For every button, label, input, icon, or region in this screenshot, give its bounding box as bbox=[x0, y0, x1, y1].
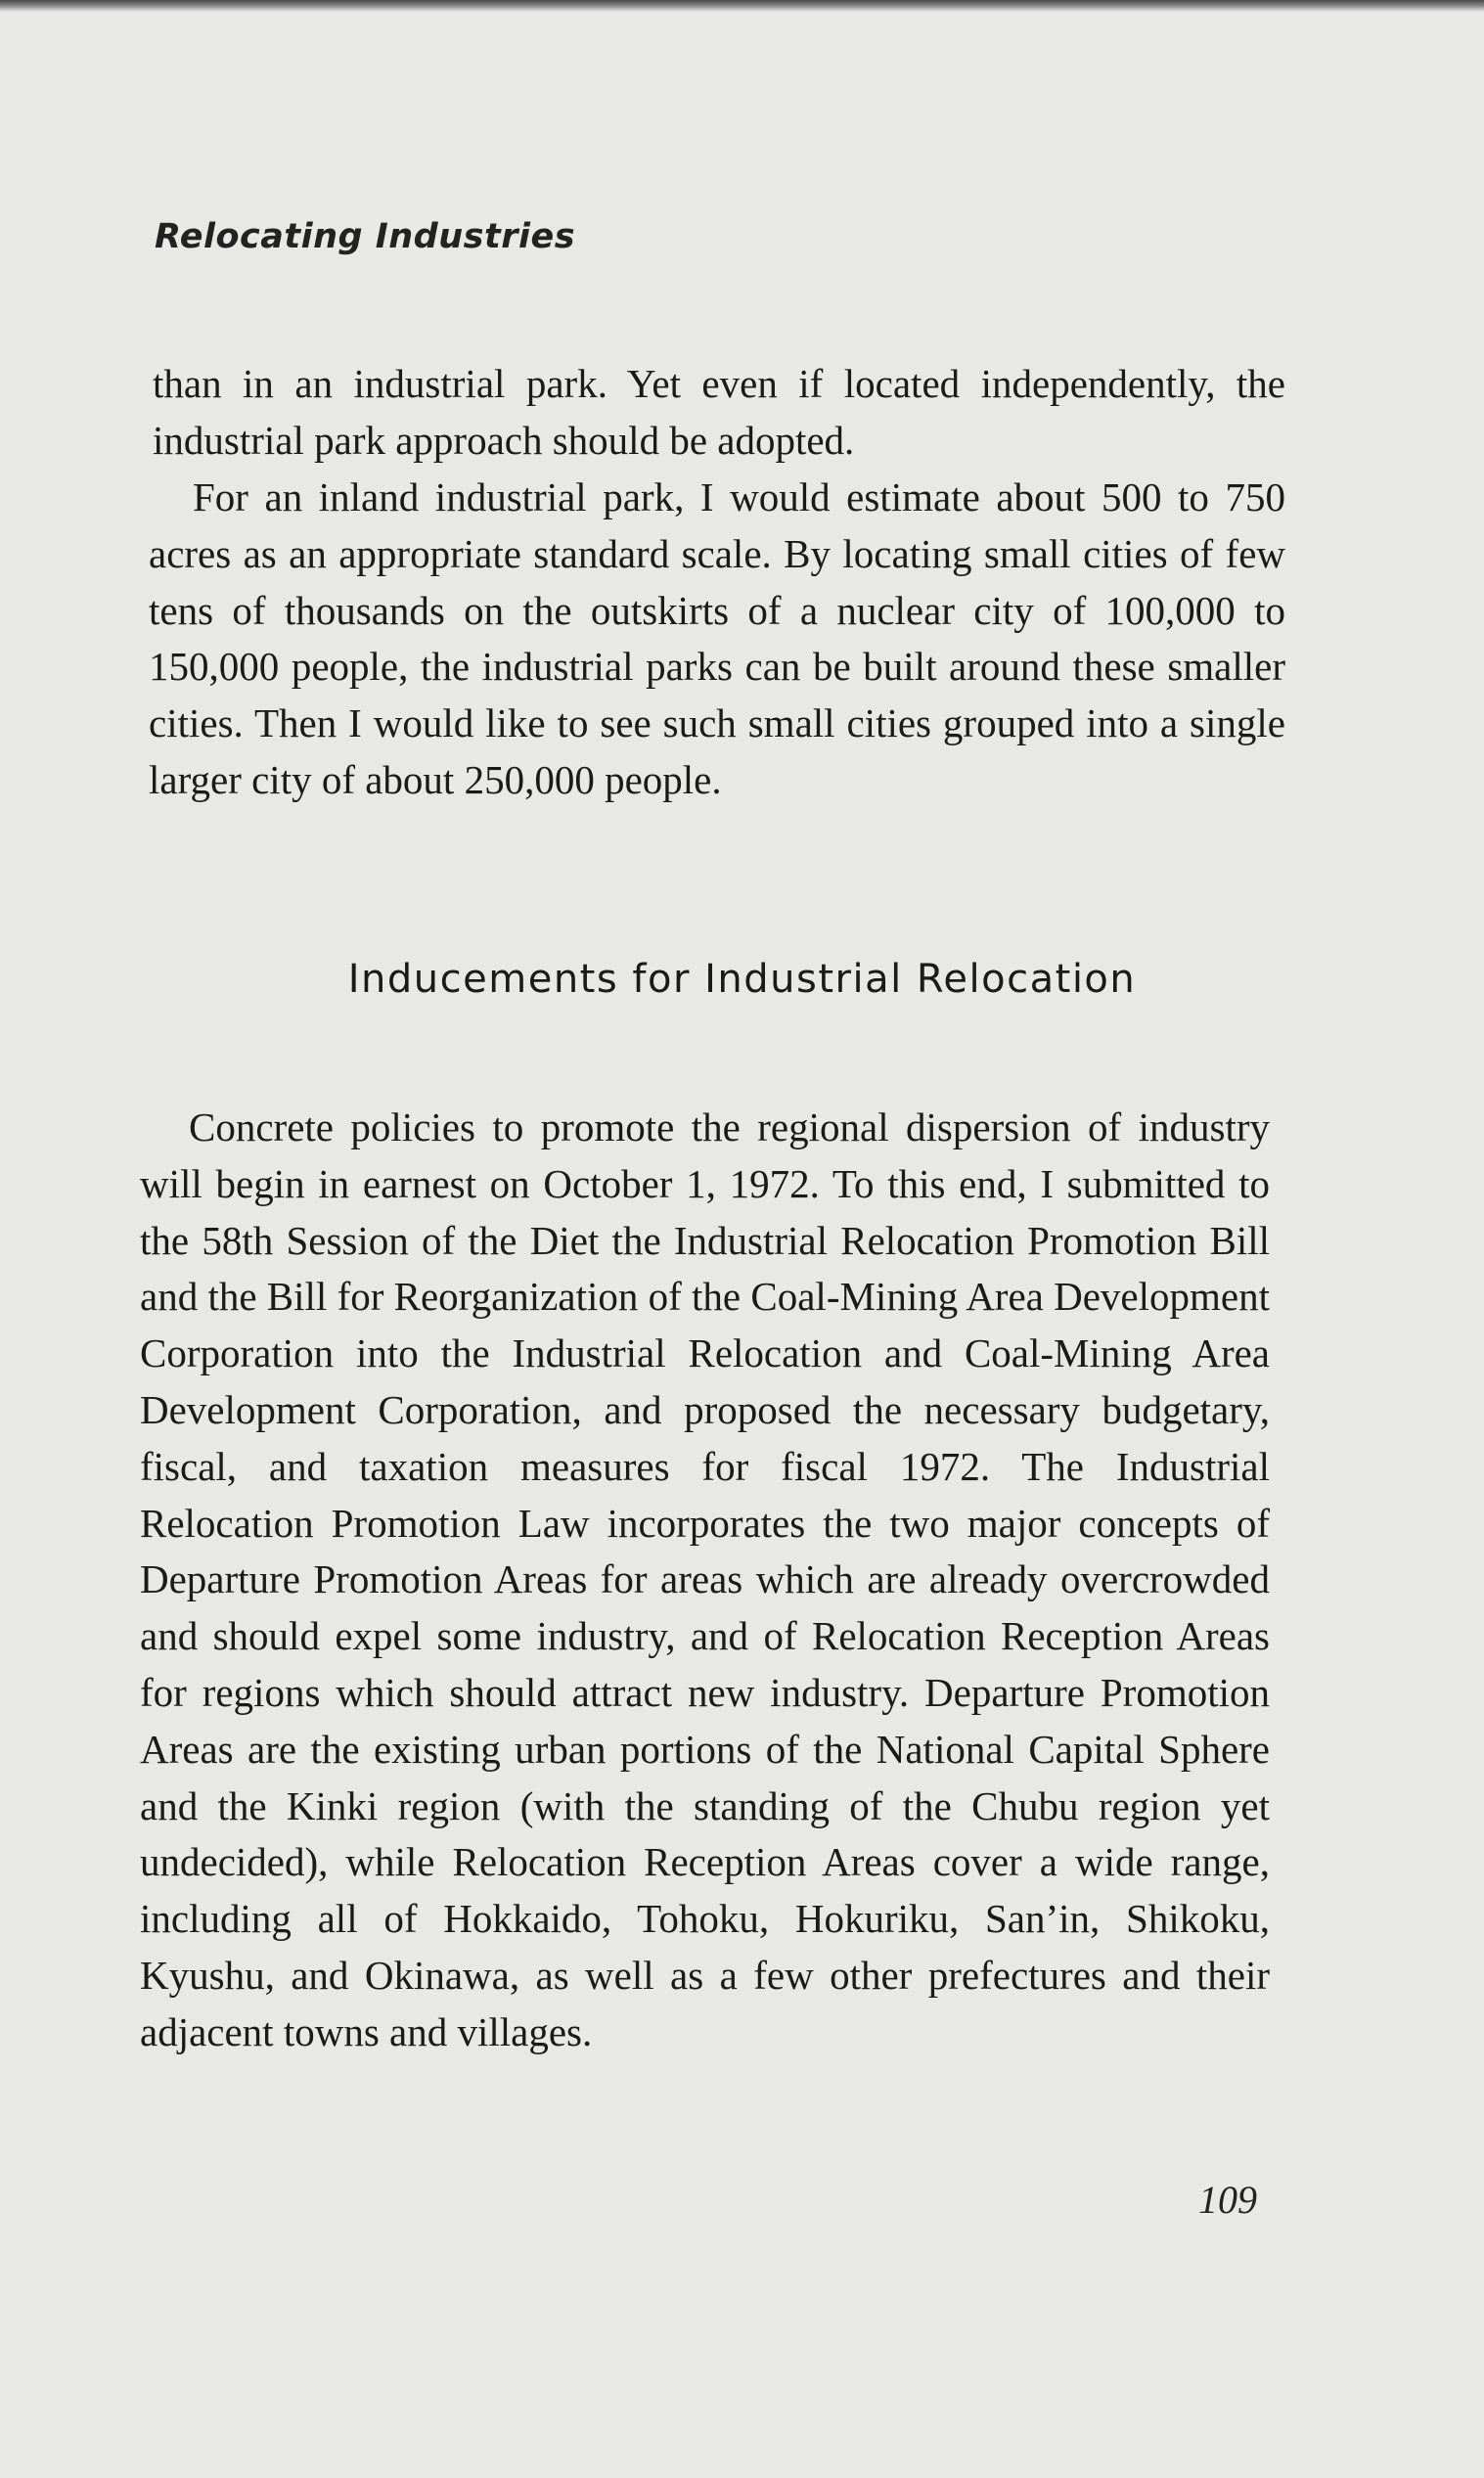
paragraph-industrial-park-scale: For an inland industrial park, I would estimate about 500 to 750 acres as an appropriate standard scale. By locating small cities of few tens of thousands on the outskirts of a nuclear city of 100,000 to 150,000 people, the industrial parks can be built around these smaller cities. Then I would like to see such small cities grouped into a single larger city of about 250,000 people. bbox=[149, 474, 1285, 802]
paragraph-relocation-policies: Concrete policies to promote the regional dispersion of industry will begin in earnest on October 1, 1972. To this end, I submitted to the 58th Session of the Diet the Industrial Relocation Promotion Bill and the Bill for Reorganization of the Coal-Mining Area Development Corporation into the Industrial Relocation and Coal-Mining Area Development Corporation, and proposed the necessary budgetary, fiscal, and taxation measures for fiscal 1972. The Industrial Relocation Promotion Law incorporates the two major concepts of Departure Promotion Areas for areas which are already overcrowded and should expel some industry, and of Relocation Reception Areas for regions which should attract new industry. Departure Promotion Areas are the existing urban portions of the National Capital Sphere and the Kinki region (with the standing of the Chubu region yet undecided), while Relocation Reception Areas cover a wide range, including all of Hokkaido, Tohoku, Hokuriku, San’in, Shikoku, Kyushu, and Okinawa, as well as a few other prefectures and their adjacent towns and villages. bbox=[140, 1104, 1270, 2054]
page-number: 109 bbox=[1198, 2178, 1257, 2222]
section-heading: Inducements for Industrial Relocation bbox=[347, 957, 1137, 1002]
paragraph-continued: than in an industrial park. Yet even if located independently, the industrial park approach should be adopted. bbox=[153, 361, 1285, 463]
running-head: Relocating Industries bbox=[155, 217, 576, 256]
